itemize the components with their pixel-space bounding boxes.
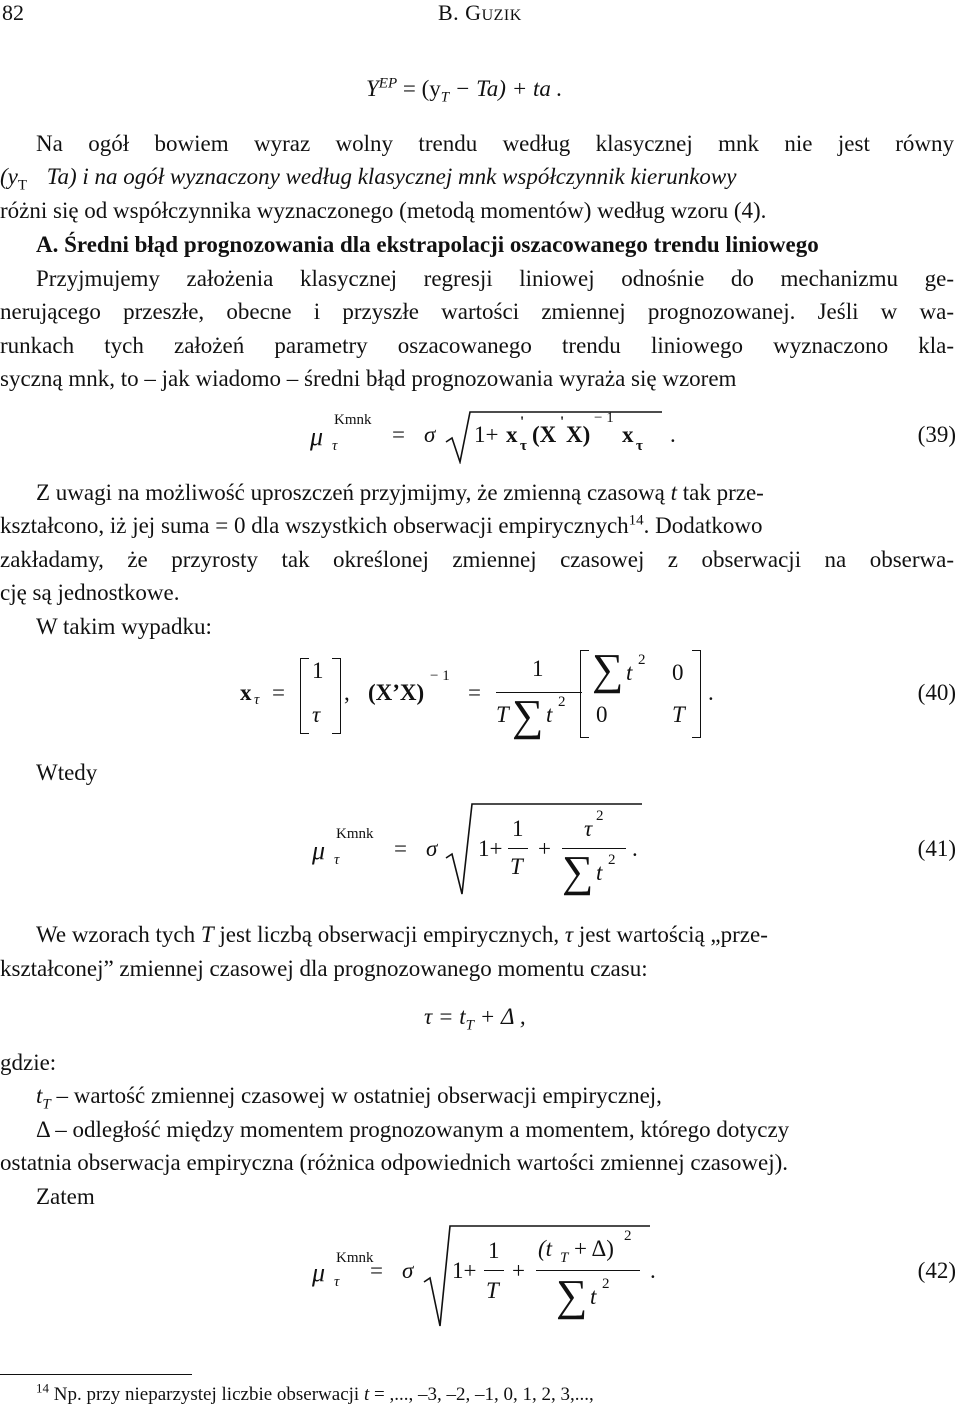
gdzie: gdzie:: [0, 1050, 57, 1075]
equation-41-number: (41): [917, 836, 956, 861]
para4-line1: We wzorach tych T jest liczbą obserwacji empirycznych, τ jest wartością „prze-: [36, 922, 768, 947]
para3-line2: kształcono, iż jej suma = 0 dla wszystkich obserwacji empirycznych$^{14}$. Dodatkowo: [0, 512, 763, 538]
para4-line2: kształconej” zmiennej czasowej dla prognozowanego momentu czasu:: [0, 956, 648, 981]
section-heading: A. Średni błąd prognozowania dla ekstrapolacji oszacowanego trendu liniowego: [36, 232, 819, 257]
equation-40: x τ = 1 τ , (X’X) − 1 = 1 T ∑ t 2 ∑ t 2 0 0 T .: [240, 645, 714, 740]
equation-42: μ Kmnk τ = σ 1+ 1 T + (t T + Δ) 2 ∑ t 2 .: [312, 1222, 960, 1332]
equation-42-number: (42): [917, 1258, 956, 1283]
equation-41: μ Kmnk τ = σ 1+ 1 T + τ 2 ∑ t 2 .: [312, 800, 960, 900]
equation-39-number: (39): [917, 422, 956, 447]
para1-line3: różni się od współczynnika wyznaczonego (metodą momentów) według wzoru (4).: [0, 198, 767, 223]
para1-line1: Na ogół bowiem wyraz wolny trendu według klasycznej mnk nie jest równy: [36, 131, 954, 156]
running-header-author: B. GUZIK: [438, 0, 522, 25]
para3-line1: Z uwagi na możliwość uproszczeń przyjmijmy, że zmienną czasową t tak prze-: [36, 480, 764, 505]
para1-line2: ($y_T$ Ta) i na ogół wyznaczony według klasycznej mnk współczynnik kierunkowy: [0, 164, 737, 194]
para2-line2: nerującego przeszłe, obecne i przyszłe wartości zmiennej prognozowanej. Jeśli w wa-: [0, 299, 954, 324]
footnote-ref[interactable]: 14: [628, 512, 644, 529]
para2-line1: Przyjmujemy założenia klasycznej regresji liniowej odnośnie do mechanizmu ge-: [36, 266, 954, 291]
equation-yep: $Y^{EP} = (y_T - Ta)$ + ta .: [366, 75, 563, 106]
equation-39: μ Kmnk τ = σ 1+ x ' τ (X ' X) − 1 x τ .: [310, 408, 960, 470]
definition-tT: $t_T$ – wartość zmiennej czasowej w ostatniej obserwacji empirycznej,: [36, 1083, 662, 1113]
equation-40-number: (40): [917, 680, 956, 705]
para2-line4: syczną mnk, to – jak wiadomo – średni błąd prognozowania wyraża się wzorem: [0, 366, 737, 391]
footnote-rule: [0, 1374, 192, 1375]
para3-line4: cję są jednostkowe.: [0, 580, 180, 605]
para2-line3: runkach tych założeń parametry oszacowanego trendu liniowego wyznaczono kla-: [0, 333, 954, 358]
equation-tau: $\tau = t_T + \Delta$ ,: [424, 1004, 526, 1034]
w-takim-wypadku: W takim wypadku:: [36, 614, 212, 639]
definition-delta: Δ – odległość między momentem prognozowanym a momentem, którego dotyczy: [36, 1117, 790, 1142]
page-number: 82: [2, 0, 24, 25]
definition-delta-line2: ostatnia obserwacja empiryczna (różnica odpowiednich wartości zmiennej czasowej).: [0, 1150, 789, 1175]
footnote-14: $^{14}$ Np. przy nieparzystej liczbie obserwacji t = ,..., –3, –2, –1, 0, 1, 2, 3,...,: [36, 1380, 594, 1405]
para3-line3: zakładamy, że przyrosty tak określonej zmiennej czasowej z obserwacji na obserwa-: [0, 547, 954, 572]
wtedy: Wtedy: [36, 760, 98, 785]
zatem: Zatem: [36, 1184, 95, 1209]
